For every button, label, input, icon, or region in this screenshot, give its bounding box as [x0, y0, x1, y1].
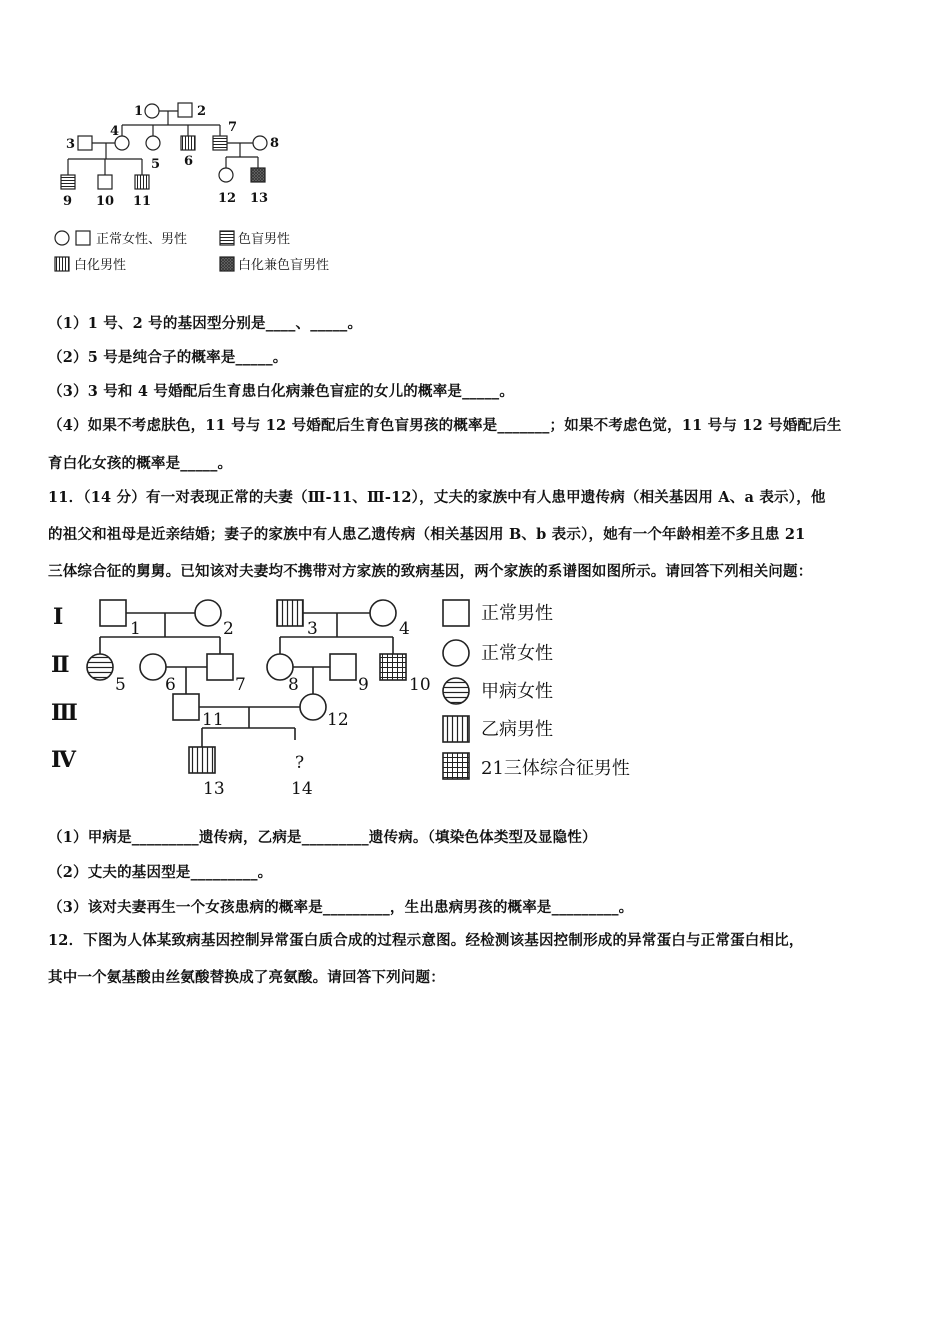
q11-intro-1: 11．（14 分）有一对表现正常的夫妻（Ⅲ-11、Ⅲ-12），丈夫的家族中有人患甲遗传病（相关基因用 A、a 表示），他 [48, 489, 826, 506]
p1-label: 3 [66, 137, 76, 152]
p1-legend-normal: 正常女性、男性 [96, 232, 188, 247]
p1-legend-albino-male: 白化男性 [74, 258, 127, 273]
p2-legend-normal-female: 正常女性 [481, 643, 553, 664]
q11-intro-3: 三体综合征的舅舅。已知该对夫妻均不携带对方家族的致病基因，两个家族的系谱图如图所示。请回答下列相关问题： [48, 563, 813, 580]
p1-individual-1 [145, 104, 159, 118]
p2-individual-13 [189, 747, 215, 773]
p2-label: 10 [409, 675, 431, 695]
q10-line-2: （2）5 号是纯合子的概率是_____。 [48, 349, 288, 366]
p2-label: 5 [115, 675, 126, 695]
p1-label: 10 [96, 194, 115, 209]
pedigree-figure-2 [45, 590, 665, 805]
p2-individual-9 [330, 654, 356, 680]
p2-individual-5 [87, 654, 113, 680]
p1-label: 2 [197, 104, 207, 119]
p1-label: 12 [218, 191, 237, 206]
p2-legend-trisomy21-male: 21三体综合征男性 [481, 758, 630, 779]
p2-label: 13 [203, 779, 225, 799]
p2-individual-12 [300, 694, 326, 720]
p2-legend-normal-male: 正常男性 [481, 603, 553, 624]
p2-label-unknown: ? [295, 753, 305, 773]
p2-label: 2 [223, 619, 234, 639]
p1-individual-6 [181, 136, 195, 150]
q11-question-2: （2）丈夫的基因型是_________。 [48, 864, 273, 881]
p1-label: 13 [250, 191, 269, 206]
generation-label: Ⅲ [51, 700, 78, 726]
p1-label: 8 [270, 136, 280, 151]
q10-line-5: 育白化女孩的概率是_____。 [48, 455, 233, 472]
p1-individual-3 [78, 136, 92, 150]
p2-label: 4 [399, 619, 410, 639]
p1-individual-7 [213, 136, 227, 150]
p1-individual-10 [98, 175, 112, 189]
p2-label: 1 [130, 619, 141, 639]
generation-label: Ⅰ [53, 604, 64, 630]
p1-individual-12 [219, 168, 233, 182]
p1-individual-2 [178, 103, 192, 117]
p1-label: 11 [133, 194, 152, 209]
p1-legend-colorblind-male: 色盲男性 [238, 232, 291, 247]
p2-label: 3 [307, 619, 318, 639]
q11-intro-2: 的祖父和祖母是近亲结婚；妻子的家族中有人患乙遗传病（相关基因用 B、b 表示），她有一个年龄相差不多且患 21 [48, 526, 806, 543]
q12-line-2: 其中一个氨基酸由丝氨酸替换成了亮氨酸。请回答下列问题： [48, 969, 445, 986]
p2-individual-3 [277, 600, 303, 626]
p2-individual-10 [380, 654, 406, 680]
p2-legend-disease-a-female: 甲病女性 [481, 681, 553, 702]
p1-label: 6 [184, 154, 194, 169]
generation-label: Ⅳ [51, 747, 76, 773]
q10-line-4: （4）如果不考虑肤色，11 号与 12 号婚配后生育色盲男孩的概率是_______；如果不考虑色觉，11 号与 12 号婚配后生 [48, 417, 842, 434]
p1-legend-albino-colorblind-male: 白化兼色盲男性 [238, 258, 330, 273]
p2-label: 14 [291, 779, 313, 799]
p2-label: 6 [165, 675, 176, 695]
p2-individual-1 [100, 600, 126, 626]
p1-individual-11 [135, 175, 149, 189]
p1-individual-13 [251, 168, 265, 182]
p1-individual-9 [61, 175, 75, 189]
p2-legend-disease-b-male: 乙病男性 [481, 719, 553, 740]
p2-individual-4 [370, 600, 396, 626]
generation-label: Ⅱ [51, 652, 70, 678]
p2-label: 8 [288, 675, 299, 695]
p1-individual-8 [253, 136, 267, 150]
q11-question-3: （3）该对夫妻再生一个女孩患病的概率是_________，生出患病男孩的概率是_________。 [48, 899, 634, 916]
p2-individual-6 [140, 654, 166, 680]
p1-label: 5 [151, 157, 161, 172]
p2-label: 9 [358, 675, 369, 695]
p1-label: 9 [63, 194, 73, 209]
p2-individual-7 [207, 654, 233, 680]
p2-label: 11 [202, 710, 224, 730]
pedigree-figure-1 [40, 95, 360, 280]
p1-label: 7 [228, 120, 238, 135]
p2-individual-11 [173, 694, 199, 720]
p1-individual-5 [146, 136, 160, 150]
q10-line-1: （1）1 号、2 号的基因型分别是____、_____。 [48, 315, 363, 332]
q10-line-3: （3）3 号和 4 号婚配后生育患白化病兼色盲症的女儿的概率是_____。 [48, 383, 515, 400]
q12-line-1: 12．下图为人体某致病基因控制异常蛋白质合成的过程示意图。经检测该基因控制形成的异常蛋白与正常蛋白相比， [48, 932, 804, 949]
p2-label: 12 [327, 710, 349, 730]
p1-label: 4 [110, 124, 120, 139]
q11-question-1: （1）甲病是_________遗传病，乙病是_________遗传病。（填染色体类型及显隐性） [48, 829, 597, 846]
p2-individual-2 [195, 600, 221, 626]
p1-label: 1 [134, 104, 144, 119]
p2-label: 7 [235, 675, 246, 695]
